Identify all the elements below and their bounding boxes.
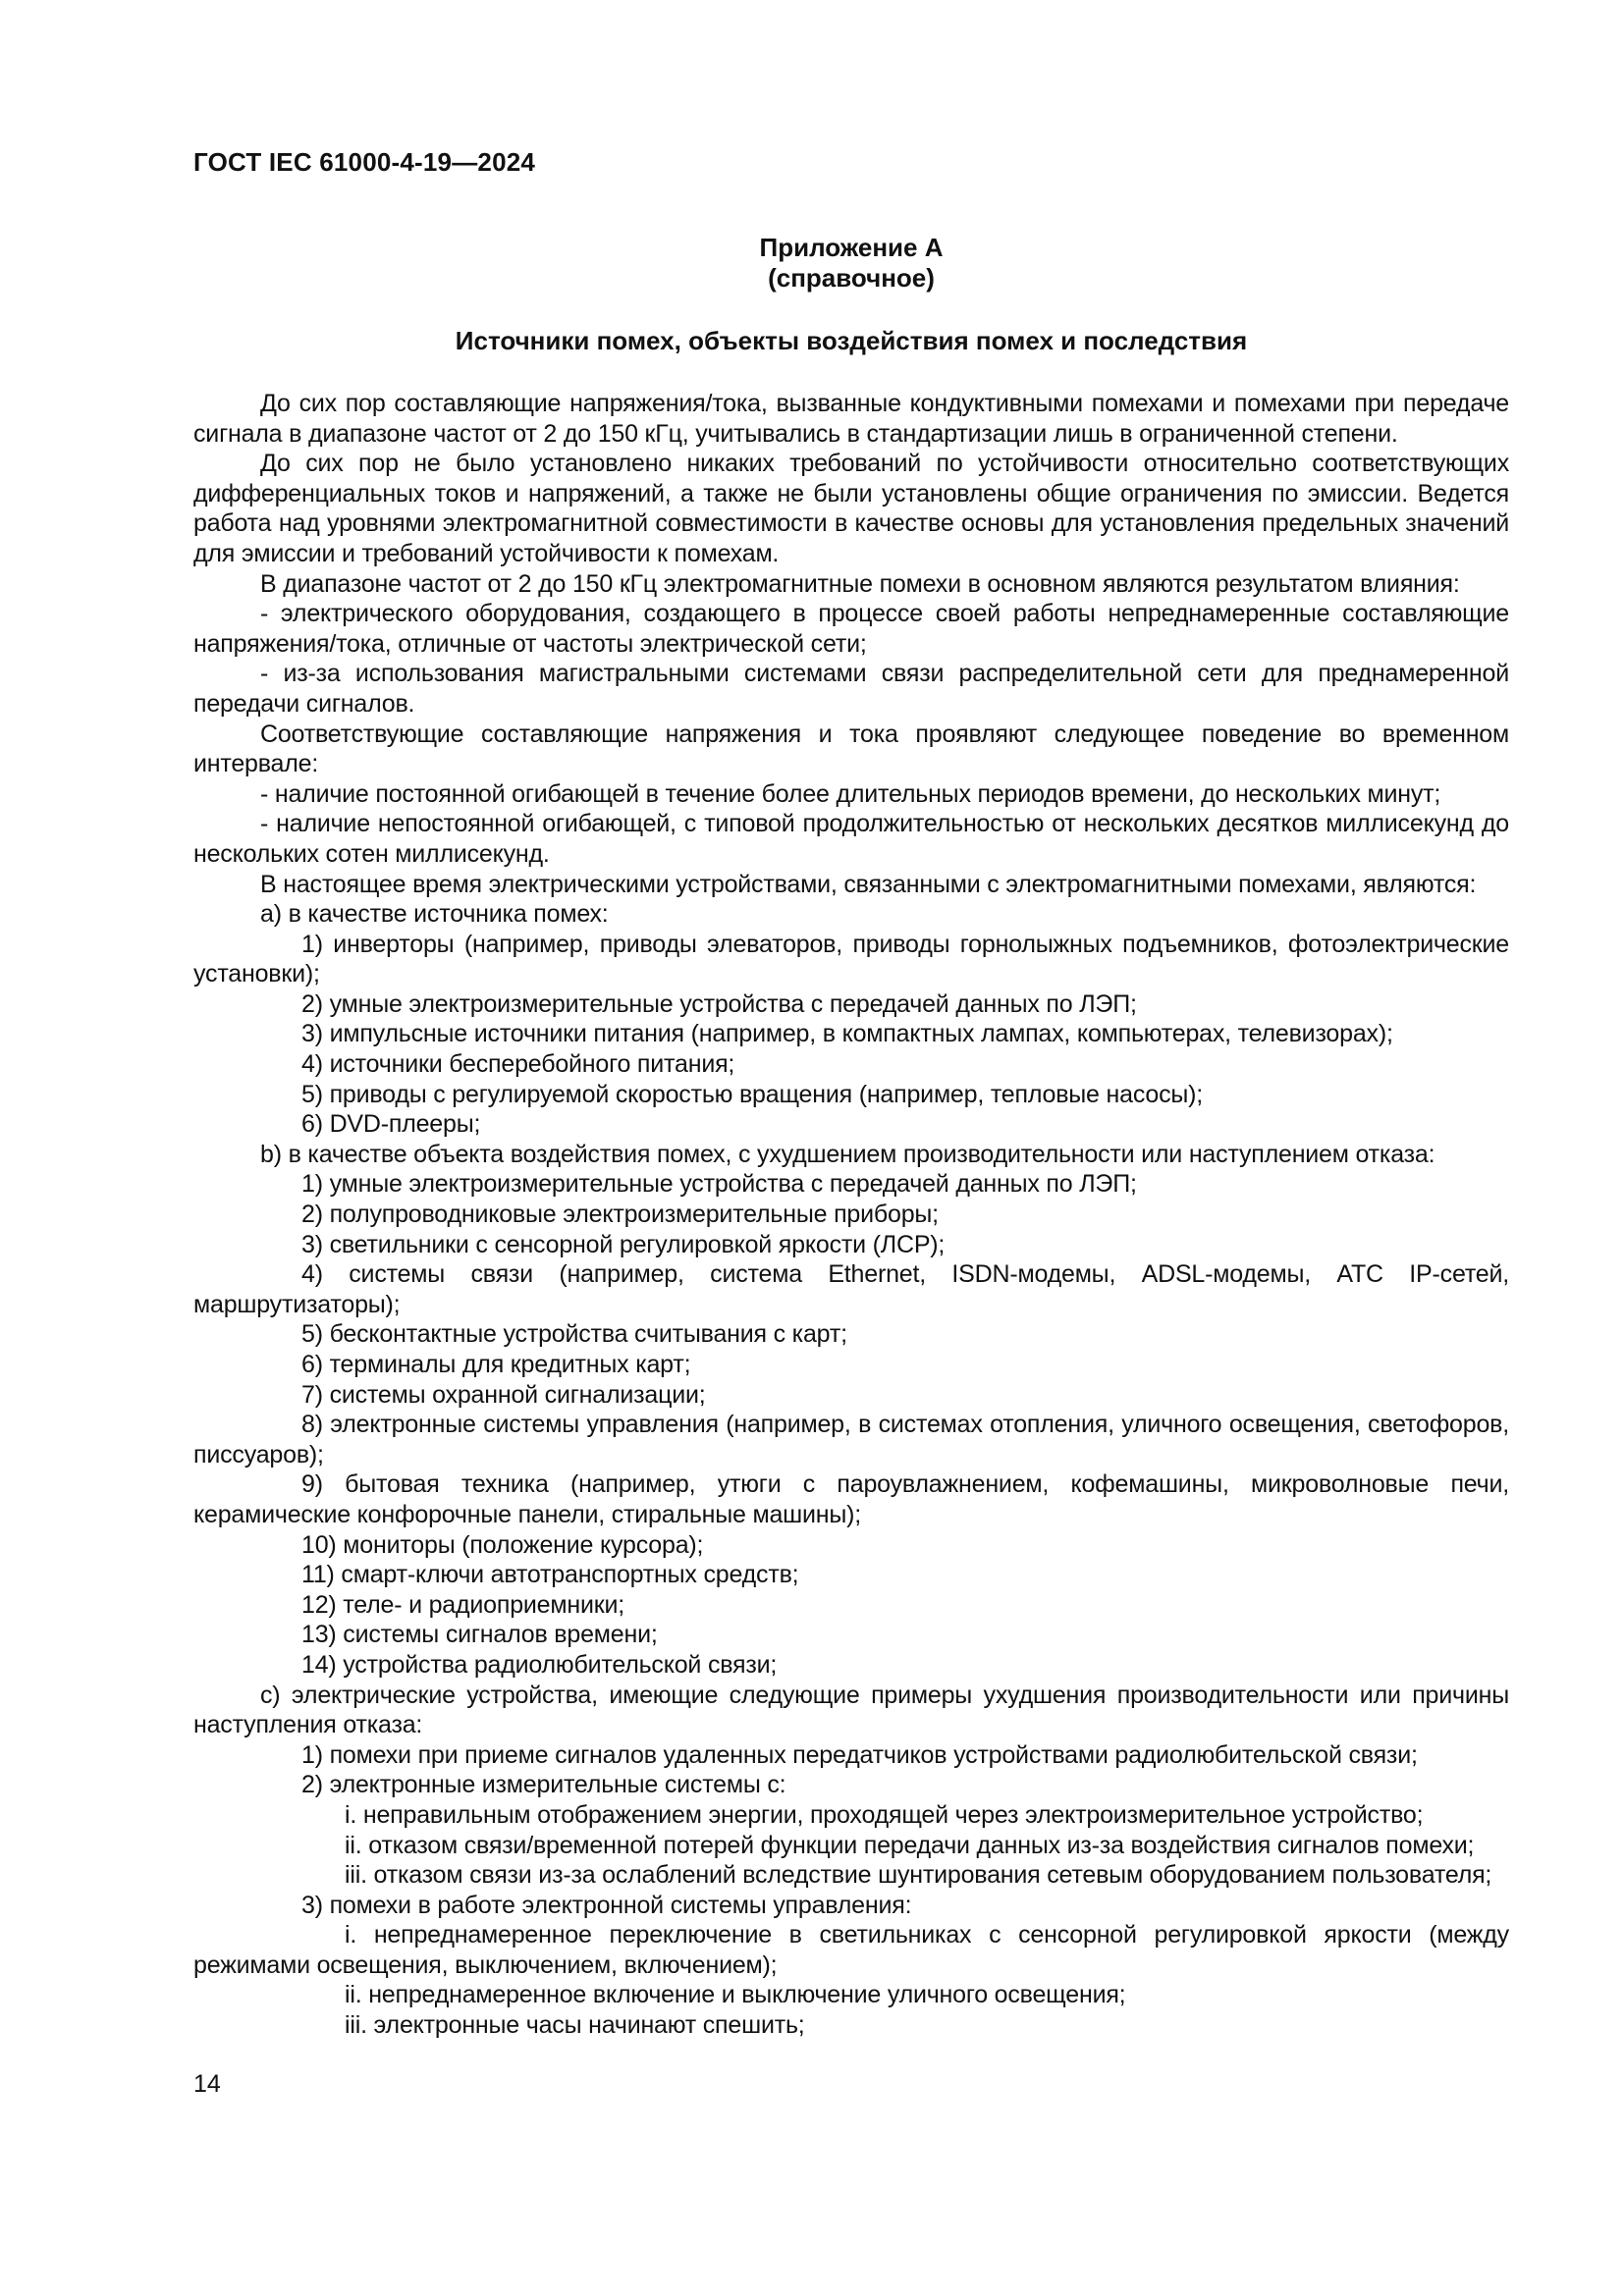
paragraph: В настоящее время электрическими устройствами, связанными с электромагнитными помехами, являются: — [260, 870, 1477, 898]
appendix-label: Приложение А — [759, 233, 944, 262]
letter-list-item: a) в качестве источника помех: — [260, 900, 609, 929]
roman-list-item: iii. электронные часы начинают спешить; — [345, 2011, 805, 2040]
numbered-list-item: 2) полупроводниковые электроизмерительные приборы; — [301, 1201, 939, 1229]
letter-list-item: c) электрические устройства, имеющие следующие примеры ухудшения производительности или причины наступления отказа: — [193, 1681, 1509, 1739]
paragraph: В диапазоне частот от 2 до 150 кГц электромагнитные помехи в основном являются результатом влияния: — [260, 569, 1460, 598]
numbered-list-item: 12) теле- и радиоприемники; — [301, 1590, 624, 1619]
page-number: 14 — [193, 2070, 221, 2098]
numbered-list-item: 7) системы охранной сигнализации; — [301, 1380, 706, 1409]
numbered-list-item: 13) системы сигналов времени; — [301, 1621, 658, 1649]
numbered-list-item: 4) источники бесперебойного питания; — [301, 1050, 735, 1079]
roman-list-item: ii. непреднамеренное включение и выключение уличного освещения; — [345, 1981, 1126, 2009]
numbered-list-item: 6) терминалы для кредитных карт; — [301, 1351, 691, 1378]
roman-list-item: iii. отказом связи из-за ослаблений вследствие шунтирования сетевым оборудованием пользователя; — [345, 1861, 1492, 1890]
numbered-list-item: 3) помехи в работе электронной системы управления: — [301, 1891, 912, 1919]
dash-list-item: - электрического оборудования, создающего в процессе своей работы непреднамеренные составляющие напряжения/тока, отличные от частоты электрической сети; — [193, 600, 1509, 658]
numbered-list-item: 3) светильники с сенсорной регулировкой яркости (ЛСР); — [301, 1230, 946, 1258]
numbered-list-item: 2) умные электроизмерительные устройства с передачей данных по ЛЭП; — [301, 989, 1137, 1018]
appendix-type-note: (справочное) — [768, 263, 935, 293]
roman-list-item: i. непреднамеренное переключение в светильниках с сенсорной регулировкой яркости (между режимами освещения, выключением, включением); — [193, 1921, 1509, 1979]
numbered-list-item: 14) устройства радиолюбительской связи; — [301, 1650, 778, 1679]
dash-list-item: - из-за использования магистральными системами связи распределительной сети для преднамеренной передачи сигналов. — [193, 660, 1509, 718]
numbered-list-item: 1) умные электроизмерительные устройства с передачей данных по ЛЭП; — [301, 1170, 1137, 1199]
numbered-list-item: 5) бесконтактные устройства считывания с карт; — [301, 1320, 847, 1349]
paragraph: До сих пор не было установлено никаких требований по устойчивости относительно соответствующих дифференциальных токов и напряжений, а также не были установлены общие ограничения по эмиссии. Ведется работа над уровнями электромагнитной совместимости в качестве основы для установления предельных значений для эмиссии и требований устойчивости к помехам. — [193, 450, 1509, 567]
roman-list-item: ii. отказом связи/временной потерей функции передачи данных из-за воздействия сигналов помехи; — [345, 1831, 1475, 1859]
numbered-list-item: 2) электронные измерительные системы с: — [301, 1771, 786, 1799]
dash-list-item: - наличие непостоянной огибающей, с типовой продолжительностью от нескольких десятков миллисекунд до нескольких сотен миллисекунд. — [193, 810, 1509, 868]
letter-list-item: b) в качестве объекта воздействия помех, с ухудшением производительности или наступлением отказа: — [260, 1140, 1435, 1168]
body-text — [193, 389, 1509, 2041]
roman-list-item: i. неправильным отображением энергии, проходящей через электроизмерительное устройство; — [345, 1800, 1424, 1829]
numbered-list-item: 3) импульсные источники питания (например, в компактных лампах, компьютерах, телевизорах); — [301, 1020, 1393, 1048]
document-designation: ГОСТ IEC 61000-4-19—2024 — [193, 147, 536, 177]
paragraph: До сих пор составляющие напряжения/тока, вызванные кондуктивными помехами и помехами при передаче сигнала в диапазоне частот от 2 до 150 кГц, учитывались в стандартизации лишь в ограниченной степени. — [193, 390, 1509, 448]
content-column — [193, 233, 1509, 2041]
numbered-list-item: 1) инверторы (например, приводы элеваторов, приводы горнолыжных подъемников, фотоэлектрические установки); — [193, 930, 1509, 988]
dash-list-item: - наличие постоянной огибающей в течение более длительных периодов времени, до нескольких минут; — [260, 779, 1441, 808]
paragraph: Соответствующие составляющие напряжения и тока проявляют следующее поведение во временном интервале: — [193, 720, 1509, 778]
numbered-list-item: 9) бытовая техника (например, утюги с пароувлажнением, кофемашины, микроволновые печи, керамические конфорочные панели, стиральные машины); — [193, 1470, 1509, 1528]
numbered-list-item: 11) смарт-ключи автотранспортных средств; — [301, 1561, 799, 1589]
numbered-list-item: 4) системы связи (например, система Ethernet, ISDN-модемы, ADSL-модемы, АТС IP-сетей, маршрутизаторы); — [193, 1260, 1509, 1318]
numbered-list-item: 8) электронные системы управления (например, в системах отопления, уличного освещения, светофоров, писсуаров); — [193, 1411, 1509, 1468]
numbered-list-item: 6) DVD-плееры; — [301, 1110, 481, 1139]
numbered-list-item: 10) мониторы (положение курсора); — [301, 1530, 704, 1559]
numbered-list-item: 5) приводы с регулируемой скоростью вращения (например, тепловые насосы); — [301, 1080, 1204, 1108]
numbered-list-item: 1) помехи при приеме сигналов удаленных передатчиков устройствами радиолюбительской связи; — [301, 1740, 1418, 1769]
appendix-title: Источники помех, объекты воздействия помех и последствия — [455, 326, 1248, 355]
